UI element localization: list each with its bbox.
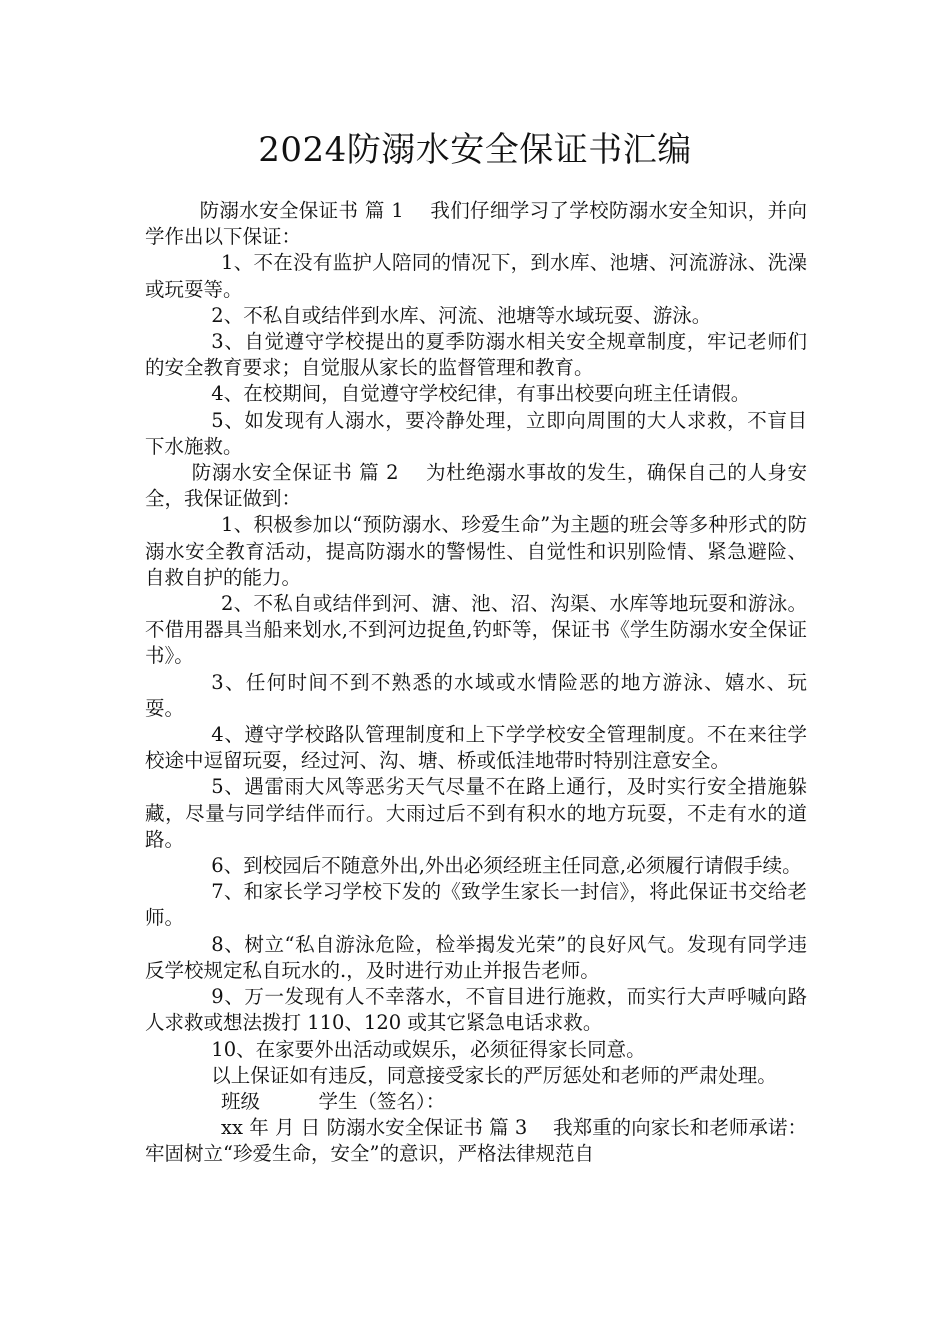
paragraph-item: 6、到校园后不随意外出,外出必须经班主任同意,必须履行请假手续。 [211, 854, 802, 878]
paragraph-item: 8、树立“私自游泳危险，检举揭发光荣”的良好风气。发现有同学违反学校规定私自玩水的.，及时进行劝止并报告老师。 [145, 932, 807, 982]
paragraph-intro-1: 防溺水安全保证书 篇 1 我们仔细学习了学校防溺水安全知识，并向学作出以下保证： [145, 199, 807, 249]
paragraph-item: 3、自觉遵守学校提出的夏季防溺水相关安全规章制度，牢记老师们的安全教育要求；自觉服从家长的监督管理和教育。 [145, 330, 807, 380]
paragraph-item: 2、不私自或结伴到水库、河流、池塘等水域玩耍、游泳。 [211, 303, 712, 327]
paragraph-item: 1、积极参加以“预防溺水、珍爱生命”为主题的班会等多种形式的防溺水安全教育活动，提高防溺水的警惕性、自觉性和识别险情、紧急避险、自救自护的能力。 [145, 513, 807, 589]
paragraph-item: 7、和家长学习学校下发的《致学生家长一封信》，将此保证书交给老师。 [145, 880, 807, 930]
paragraph-intro-2: 防溺水安全保证书 篇 2 为杜绝溺水事故的发生，确保自己的人身安全，我保证做到： [145, 461, 807, 511]
paragraph-item: 10、在家要外出活动或娱乐，必须征得家长同意。 [211, 1037, 646, 1061]
document-title: 2024防溺水安全保证书汇编 [258, 130, 692, 170]
paragraph-closing: 以上保证如有违反，同意接受家长的严厉惩处和老师的严肃处理。 [211, 1063, 777, 1087]
paragraph-item: 4、在校期间，自觉遵守学校纪律，有事出校要向班主任请假。 [211, 382, 751, 406]
paragraph-item: 5、如发现有人溺水，要冷静处理，立即向周围的大人求救，不盲目下水施救。 [145, 408, 807, 458]
paragraph-intro-3: xx 年 月 日 防溺水安全保证书 篇 3 我郑重的向家长和老师承诺：牢固树立“珍爱生命，安全”的意识，严格法律规范自 [145, 1116, 807, 1166]
paragraph-item: 3、任何时间不到不熟悉的水域或水情险恶的地方游泳、嬉水、玩耍。 [145, 670, 807, 720]
signature-line: 班级 学生（签名）： [221, 1089, 446, 1113]
paragraph-item: 1、不在没有监护人陪同的情况下，到水库、池塘、河流游泳、洗澡或玩耍等。 [145, 251, 807, 301]
paragraph-item: 5、遇雷雨大风等恶劣天气尽量不在路上通行，及时实行安全措施躲藏，尽量与同学结伴而行。大雨过后不到有积水的地方玩耍，不走有水的道路。 [145, 775, 807, 851]
paragraph-item: 2、不私自或结伴到河、溏、池、沼、沟渠、水库等地玩耍和游泳。不借用器具当船来划水,不到河边捉鱼,钓虾等，保证书《学生防溺水安全保证书》。 [145, 592, 807, 668]
document-body [145, 198, 807, 1168]
paragraph-item: 9、万一发现有人不幸落水，不盲目进行施救，而实行大声呼喊向路人求救或想法拨打 110、120 或其它紧急电话求救。 [145, 985, 807, 1035]
paragraph-item: 4、遵守学校路队管理制度和上下学学校安全管理制度。不在来往学校途中逗留玩耍，经过河、沟、塘、桥或低洼地带时特别注意安全。 [145, 723, 807, 773]
